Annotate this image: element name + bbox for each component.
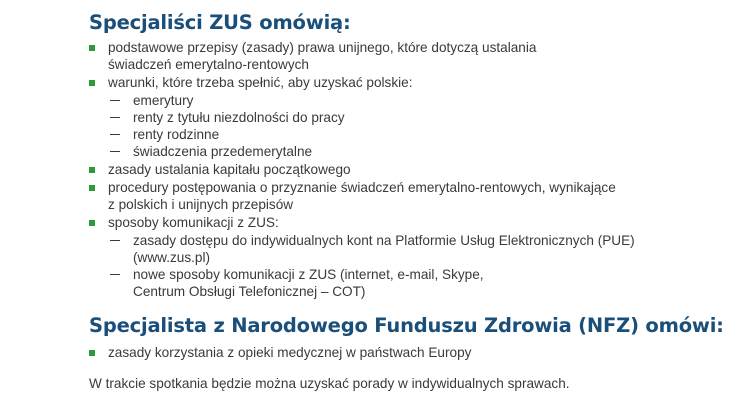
zus-section-heading: Specjaliści ZUS omówią: bbox=[89, 11, 351, 34]
dash-icon bbox=[110, 274, 120, 275]
list-item-line: sposoby komunikacji z ZUS: bbox=[108, 215, 279, 230]
list-item-line: warunki, które trzeba spełnić, aby uzyskać polskie: bbox=[108, 75, 413, 90]
sub-list-item-line: renty rodzinne bbox=[133, 127, 220, 142]
bullet-icon bbox=[89, 80, 95, 86]
list-item-line: podstawowe przepisy (zasady) prawa unijnego, które dotyczą ustalania bbox=[108, 40, 537, 55]
dash-icon bbox=[110, 100, 120, 101]
sub-list-item-line: emerytury bbox=[133, 93, 194, 108]
dash-icon bbox=[110, 240, 120, 241]
dash-icon bbox=[110, 134, 120, 135]
sub-list-item-line: zasady dostępu do indywidualnych kont na Platformie Usług Elektronicznych (PUE) bbox=[133, 233, 635, 248]
bullet-icon bbox=[89, 185, 95, 191]
list-item-line: zasady ustalania kapitału początkowego bbox=[108, 162, 351, 177]
sub-list-item-line: nowe sposoby komunikacji z ZUS (internet, e-mail, Skype, bbox=[133, 267, 484, 282]
dash-icon bbox=[110, 151, 120, 152]
list-item-line: procedury postępowania o przyznanie świadczeń emerytalno-rentowych, wynikające bbox=[108, 180, 616, 195]
bullet-icon bbox=[89, 350, 95, 356]
bullet-icon bbox=[89, 220, 95, 226]
sub-list-item-line: renty z tytułu niezdolności do pracy bbox=[133, 110, 345, 125]
bullet-icon bbox=[89, 167, 95, 173]
sub-list-item-line: Centrum Obsługi Telefonicznej – COT) bbox=[133, 284, 366, 299]
nfz-section-heading: Specjalista z Narodowego Funduszu Zdrowia (NFZ) omówi: bbox=[89, 314, 724, 337]
sub-list-item-line: (www.zus.pl) bbox=[133, 250, 211, 265]
list-item-line: z polskich i unijnych przepisów bbox=[108, 197, 294, 212]
list-item-line: zasady korzystania z opieki medycznej w państwach Europy bbox=[108, 345, 472, 360]
footer-note: W trakcie spotkania będzie można uzyskać porady w indywidualnych sprawach. bbox=[89, 376, 570, 391]
list-item-line: świadczeń emerytalno-rentowych bbox=[108, 57, 309, 72]
bullet-icon bbox=[89, 45, 95, 51]
sub-list-item-line: świadczenia przedemerytalne bbox=[133, 144, 313, 159]
dash-icon bbox=[110, 117, 120, 118]
